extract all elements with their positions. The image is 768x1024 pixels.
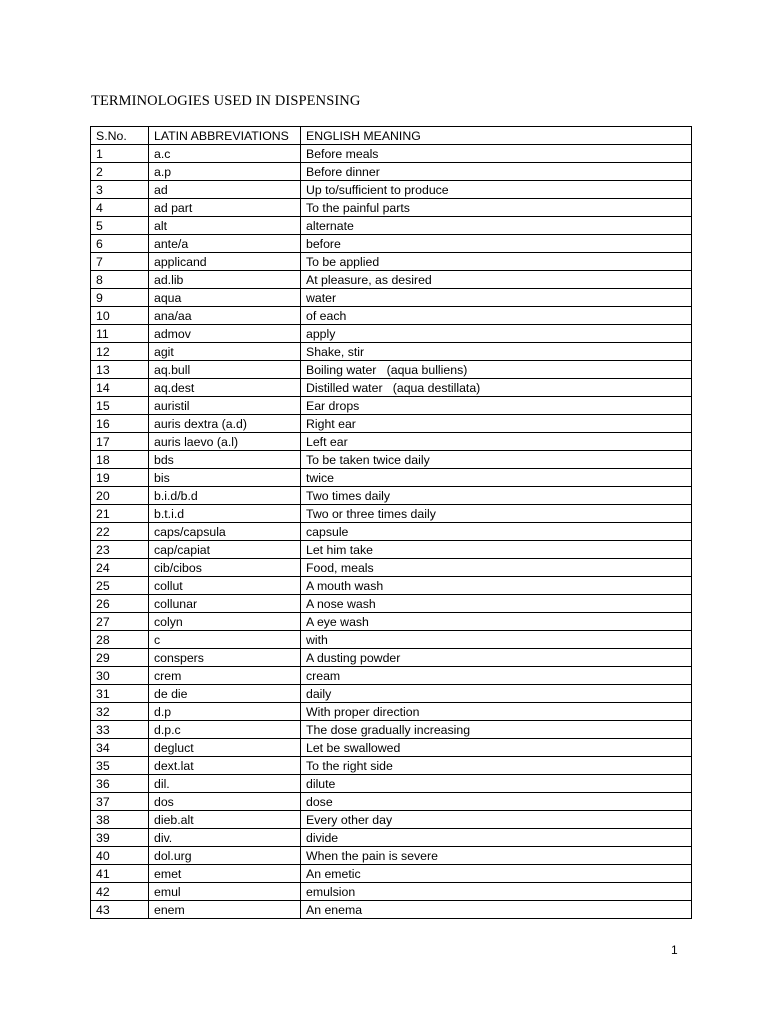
cell-english-meaning: A mouth wash (301, 577, 692, 595)
cell-english-meaning: To the painful parts (301, 199, 692, 217)
table-row (91, 379, 692, 397)
cell-english-meaning: twice (301, 469, 692, 487)
table-row (91, 667, 692, 685)
table-row (91, 451, 692, 469)
cell-serial-number: 1 (91, 145, 149, 163)
cell-latin-abbreviation: admov (149, 325, 301, 343)
terminology-table (90, 126, 692, 919)
cell-latin-abbreviation: caps/capsula (149, 523, 301, 541)
cell-latin-abbreviation: d.p (149, 703, 301, 721)
cell-latin-abbreviation: d.p.c (149, 721, 301, 739)
cell-latin-abbreviation: aq.bull (149, 361, 301, 379)
cell-latin-abbreviation: colyn (149, 613, 301, 631)
cell-latin-abbreviation: ana/aa (149, 307, 301, 325)
page-number: 1 (671, 943, 678, 957)
cell-serial-number: 29 (91, 649, 149, 667)
cell-english-meaning: A dusting powder (301, 649, 692, 667)
cell-serial-number: 41 (91, 865, 149, 883)
cell-english-meaning: Shake, stir (301, 343, 692, 361)
cell-latin-abbreviation: ad.lib (149, 271, 301, 289)
cell-english-meaning: To be applied (301, 253, 692, 271)
cell-english-meaning: An emetic (301, 865, 692, 883)
cell-english-meaning: before (301, 235, 692, 253)
table-row (91, 775, 692, 793)
cell-latin-abbreviation: b.i.d/b.d (149, 487, 301, 505)
cell-serial-number: 15 (91, 397, 149, 415)
table-row (91, 865, 692, 883)
table-row (91, 217, 692, 235)
cell-serial-number: 19 (91, 469, 149, 487)
table-row (91, 415, 692, 433)
table-header-row (91, 127, 692, 145)
cell-latin-abbreviation: crem (149, 667, 301, 685)
table-row (91, 253, 692, 271)
cell-latin-abbreviation: bds (149, 451, 301, 469)
cell-serial-number: 12 (91, 343, 149, 361)
table-row (91, 829, 692, 847)
cell-latin-abbreviation: de die (149, 685, 301, 703)
cell-english-meaning: divide (301, 829, 692, 847)
cell-english-meaning: When the pain is severe (301, 847, 692, 865)
cell-english-meaning: Every other day (301, 811, 692, 829)
cell-serial-number: 8 (91, 271, 149, 289)
cell-serial-number: 36 (91, 775, 149, 793)
cell-latin-abbreviation: a.c (149, 145, 301, 163)
cell-english-meaning: with (301, 631, 692, 649)
table-row (91, 811, 692, 829)
cell-serial-number: 35 (91, 757, 149, 775)
cell-serial-number: 37 (91, 793, 149, 811)
table-row (91, 757, 692, 775)
cell-latin-abbreviation: emet (149, 865, 301, 883)
table-row (91, 541, 692, 559)
cell-latin-abbreviation: bis (149, 469, 301, 487)
cell-english-meaning: alternate (301, 217, 692, 235)
cell-serial-number: 42 (91, 883, 149, 901)
cell-english-meaning: capsule (301, 523, 692, 541)
cell-serial-number: 24 (91, 559, 149, 577)
cell-serial-number: 13 (91, 361, 149, 379)
table-row (91, 559, 692, 577)
cell-serial-number: 7 (91, 253, 149, 271)
cell-serial-number: 6 (91, 235, 149, 253)
cell-english-meaning: The dose gradually increasing (301, 721, 692, 739)
cell-latin-abbreviation: dil. (149, 775, 301, 793)
cell-serial-number: 31 (91, 685, 149, 703)
table-row (91, 487, 692, 505)
cell-serial-number: 18 (91, 451, 149, 469)
cell-english-meaning: A eye wash (301, 613, 692, 631)
cell-latin-abbreviation: dext.lat (149, 757, 301, 775)
cell-serial-number: 9 (91, 289, 149, 307)
cell-english-meaning: Ear drops (301, 397, 692, 415)
table-row (91, 235, 692, 253)
cell-english-meaning: emulsion (301, 883, 692, 901)
cell-english-meaning: Before dinner (301, 163, 692, 181)
table-row (91, 901, 692, 919)
cell-english-meaning: To be taken twice daily (301, 451, 692, 469)
cell-english-meaning: Before meals (301, 145, 692, 163)
table-row (91, 523, 692, 541)
table-row (91, 721, 692, 739)
table-row (91, 325, 692, 343)
cell-serial-number: 38 (91, 811, 149, 829)
cell-serial-number: 43 (91, 901, 149, 919)
table-row (91, 361, 692, 379)
cell-serial-number: 23 (91, 541, 149, 559)
cell-latin-abbreviation: cib/cibos (149, 559, 301, 577)
cell-english-meaning: Two or three times daily (301, 505, 692, 523)
cell-english-meaning: Let be swallowed (301, 739, 692, 757)
table-row (91, 505, 692, 523)
header-english-meaning: ENGLISH MEANING (301, 127, 692, 145)
cell-latin-abbreviation: degluct (149, 739, 301, 757)
cell-latin-abbreviation: c (149, 631, 301, 649)
cell-english-meaning: Let him take (301, 541, 692, 559)
table-row (91, 685, 692, 703)
table-row (91, 595, 692, 613)
cell-serial-number: 39 (91, 829, 149, 847)
cell-serial-number: 11 (91, 325, 149, 343)
header-serial-number: S.No. (91, 127, 149, 145)
table-row (91, 397, 692, 415)
table-row (91, 649, 692, 667)
cell-latin-abbreviation: a.p (149, 163, 301, 181)
cell-latin-abbreviation: collut (149, 577, 301, 595)
header-latin-abbreviations: LATIN ABBREVIATIONS (149, 127, 301, 145)
cell-serial-number: 20 (91, 487, 149, 505)
table-row (91, 145, 692, 163)
table-row (91, 307, 692, 325)
cell-english-meaning: Up to/sufficient to produce (301, 181, 692, 199)
cell-serial-number: 17 (91, 433, 149, 451)
cell-latin-abbreviation: auristil (149, 397, 301, 415)
cell-english-meaning: dilute (301, 775, 692, 793)
cell-english-meaning: A nose wash (301, 595, 692, 613)
cell-latin-abbreviation: dieb.alt (149, 811, 301, 829)
cell-serial-number: 14 (91, 379, 149, 397)
cell-latin-abbreviation: ad part (149, 199, 301, 217)
table-row (91, 181, 692, 199)
cell-latin-abbreviation: ad (149, 181, 301, 199)
cell-latin-abbreviation: auris dextra (a.d) (149, 415, 301, 433)
cell-latin-abbreviation: applicand (149, 253, 301, 271)
cell-latin-abbreviation: alt (149, 217, 301, 235)
table-row (91, 163, 692, 181)
cell-serial-number: 3 (91, 181, 149, 199)
cell-serial-number: 30 (91, 667, 149, 685)
cell-latin-abbreviation: agit (149, 343, 301, 361)
cell-english-meaning: cream (301, 667, 692, 685)
cell-english-meaning: dose (301, 793, 692, 811)
cell-english-meaning: water (301, 289, 692, 307)
cell-english-meaning: Boiling water (aqua bulliens) (301, 361, 692, 379)
cell-english-meaning: Left ear (301, 433, 692, 451)
table-row (91, 847, 692, 865)
cell-serial-number: 32 (91, 703, 149, 721)
cell-serial-number: 22 (91, 523, 149, 541)
cell-serial-number: 26 (91, 595, 149, 613)
cell-serial-number: 16 (91, 415, 149, 433)
cell-english-meaning: Right ear (301, 415, 692, 433)
cell-serial-number: 28 (91, 631, 149, 649)
cell-serial-number: 33 (91, 721, 149, 739)
cell-serial-number: 5 (91, 217, 149, 235)
table-row (91, 577, 692, 595)
cell-english-meaning: Distilled water (aqua destillata) (301, 379, 692, 397)
cell-latin-abbreviation: aq.dest (149, 379, 301, 397)
cell-english-meaning: An enema (301, 901, 692, 919)
table-row (91, 631, 692, 649)
cell-latin-abbreviation: b.t.i.d (149, 505, 301, 523)
table-row (91, 271, 692, 289)
cell-english-meaning: Two times daily (301, 487, 692, 505)
cell-serial-number: 10 (91, 307, 149, 325)
cell-serial-number: 2 (91, 163, 149, 181)
cell-english-meaning: Food, meals (301, 559, 692, 577)
table-row (91, 199, 692, 217)
cell-english-meaning: daily (301, 685, 692, 703)
cell-serial-number: 40 (91, 847, 149, 865)
cell-latin-abbreviation: enem (149, 901, 301, 919)
page-title: TERMINOLOGIES USED IN DISPENSING (91, 93, 361, 109)
cell-english-meaning: apply (301, 325, 692, 343)
table-row (91, 469, 692, 487)
cell-latin-abbreviation: emul (149, 883, 301, 901)
cell-latin-abbreviation: conspers (149, 649, 301, 667)
cell-english-meaning: To the right side (301, 757, 692, 775)
cell-english-meaning: With proper direction (301, 703, 692, 721)
cell-serial-number: 4 (91, 199, 149, 217)
table-body (91, 145, 692, 919)
cell-latin-abbreviation: collunar (149, 595, 301, 613)
cell-latin-abbreviation: auris laevo (a.l) (149, 433, 301, 451)
cell-english-meaning: of each (301, 307, 692, 325)
table-row (91, 739, 692, 757)
cell-latin-abbreviation: dos (149, 793, 301, 811)
table-row (91, 343, 692, 361)
cell-serial-number: 25 (91, 577, 149, 595)
cell-latin-abbreviation: aqua (149, 289, 301, 307)
table-row (91, 883, 692, 901)
cell-serial-number: 27 (91, 613, 149, 631)
cell-latin-abbreviation: dol.urg (149, 847, 301, 865)
cell-english-meaning: At pleasure, as desired (301, 271, 692, 289)
table-row (91, 433, 692, 451)
cell-latin-abbreviation: cap/capiat (149, 541, 301, 559)
cell-latin-abbreviation: ante/a (149, 235, 301, 253)
table-row (91, 703, 692, 721)
table-row (91, 613, 692, 631)
table-row (91, 289, 692, 307)
cell-latin-abbreviation: div. (149, 829, 301, 847)
cell-serial-number: 34 (91, 739, 149, 757)
cell-serial-number: 21 (91, 505, 149, 523)
table-row (91, 793, 692, 811)
